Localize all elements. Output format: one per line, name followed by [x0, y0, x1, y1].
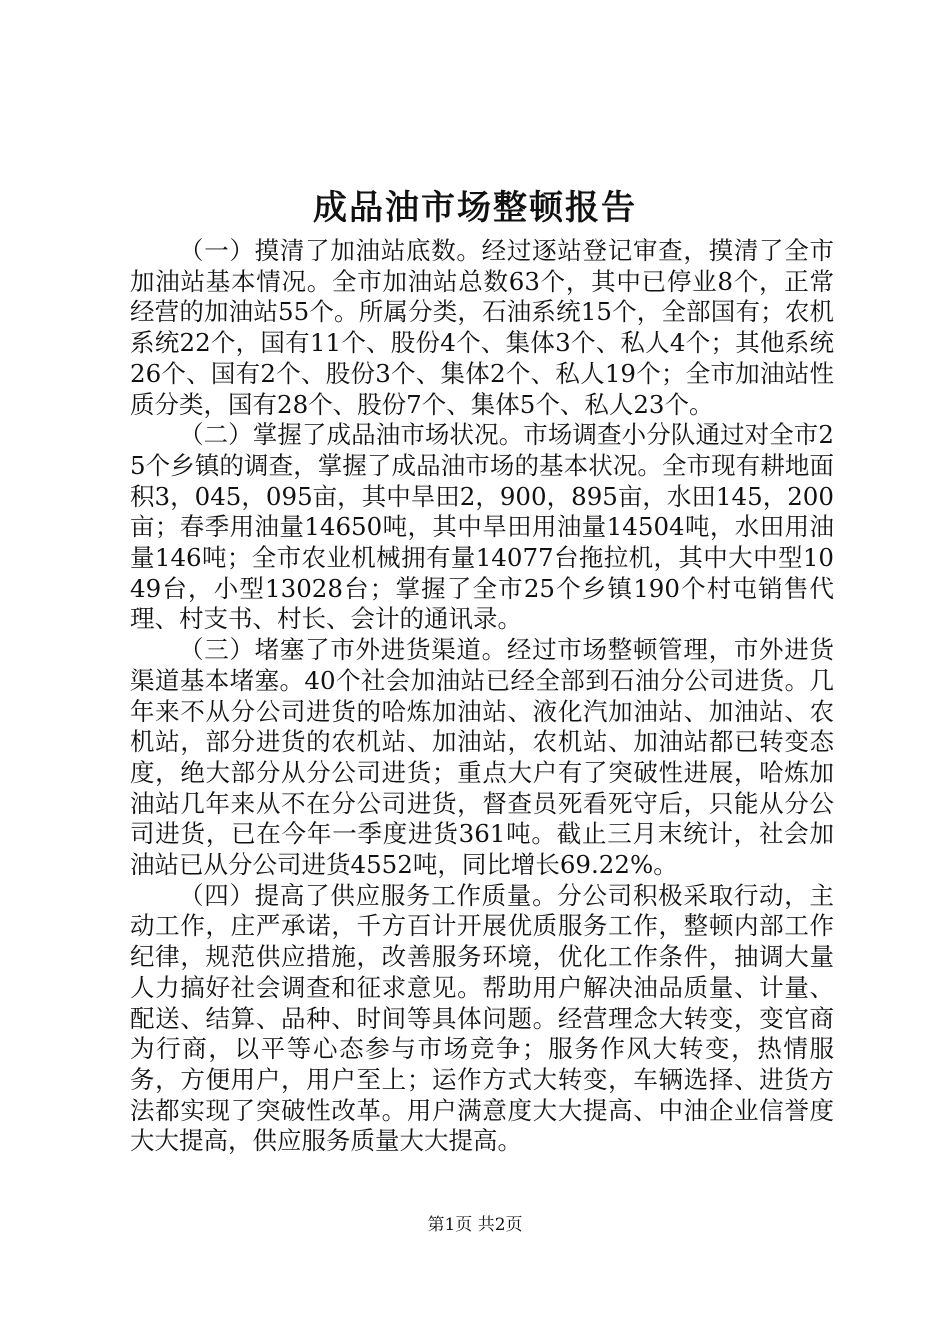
- paragraph-4: （四）提高了供应服务工作质量。分公司积极采取行动，主动工作，庄严承诺，千方百计开展优质服务工作，整顿内部工作纪律，规范供应措施，改善服务环境，优化工作条件，抽调大量人力搞好社会调查和征求意见。帮助用户解决油品质量、计量、配送、结算、品种、时间等具体问题。经营理念大转变，变官商为行商，以平等心态参与市场竞争；服务作风大转变，热情服务，方便用户，用户至上；运作方式大转变，车辆选择、进货方法都实现了突破性改革。用户满意度大大提高、中油企业信誉度大大提高，供应服务质量大大提高。: [130, 880, 834, 1156]
- document-body: [130, 236, 834, 1157]
- page-footer: 第1页 共2页: [427, 1215, 523, 1235]
- document-title: 成品油市场整顿报告: [313, 188, 637, 228]
- paragraph-2: （二）掌握了成品油市场状况。市场调查小分队通过对全市25个乡镇的调查，掌握了成品油市场的基本状况。全市现有耕地面积3，045，095亩，其中旱田2，900，895亩，水田145，200亩；春季用油量14650吨，其中旱田用油量14504吨，水田用油量146吨；全市农业机械拥有量14077台拖拉机，其中大中型1049台，小型13028台；掌握了全市25个乡镇190个村屯销售代理、村支书、村长、会计的通讯录。: [130, 420, 834, 634]
- paragraph-3: （三）堵塞了市外进货渠道。经过市场整顿管理，市外进货渠道基本堵塞。40个社会加油站已经全部到石油分公司进货。几年来不从分公司进货的哈炼加油站、液化汽加油站、加油站、农机站，部分进货的农机站、加油站，农机站、加油站都已转变态度，绝大部分从分公司进货；重点大户有了突破性进展，哈炼加油站几年来从不在分公司进货，督查员死看死守后，只能从分公司进货，已在今年一季度进货361吨。截止三月末统计，社会加油站已从分公司进货4552吨，同比增长69.22%。: [130, 635, 834, 880]
- paragraph-1: （一）摸清了加油站底数。经过逐站登记审查，摸清了全市加油站基本情况。全市加油站总数63个，其中已停业8个，正常经营的加油站55个。所属分类，石油系统15个，全部国有；农机系统22个，国有11个、股份4个、集体3个、私人4个；其他系统26个、国有2个、股份3个、集体2个、私人19个；全市加油站性质分类，国有28个、股份7个、集体5个、私人23个。: [130, 236, 834, 419]
